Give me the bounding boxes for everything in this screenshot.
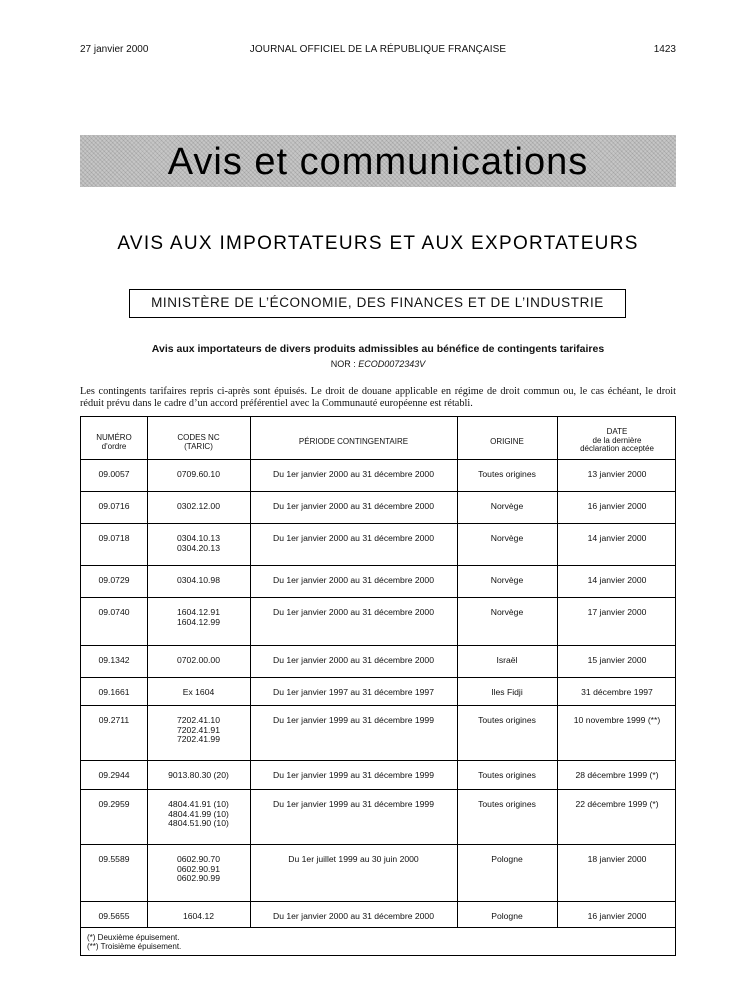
- row-rule: [81, 927, 675, 928]
- cell-origine: Toutes origines: [478, 469, 536, 479]
- cell-date: 10 novembre 1999 (**): [573, 715, 661, 725]
- cell-date: 14 janvier 2000: [587, 575, 647, 585]
- cell-numero: 09.1342: [98, 655, 130, 665]
- nc-code: 4804.51.90 (10): [168, 818, 229, 828]
- nor-code: ECOD0072343V: [358, 359, 426, 369]
- row-rule: [81, 523, 675, 524]
- nc-code: Ex 1604: [182, 687, 215, 697]
- footnote: (*) Deuxième épuisement.: [87, 933, 180, 942]
- cell-date: 31 décembre 1997: [581, 687, 653, 697]
- cell-codes: [147, 800, 250, 829]
- row-rule: [81, 645, 675, 646]
- nc-code: 7202.41.91: [176, 724, 220, 735]
- cell-numero: 09.5589: [98, 854, 130, 864]
- journal-title: JOURNAL OFFICIEL DE LA RÉPUBLIQUE FRANÇAISE: [249, 44, 507, 55]
- cell-codes: [147, 576, 250, 586]
- cell-date: 22 décembre 1999 (*): [575, 799, 659, 809]
- cell-codes: [147, 656, 250, 666]
- cell-periode: Du 1er janvier 1997 au 31 décembre 1997: [272, 687, 434, 697]
- nc-code: 4804.41.91 (10): [168, 799, 229, 809]
- cell-origine: Norvège: [490, 575, 524, 585]
- section-banner: [80, 135, 676, 187]
- column-rule: [250, 417, 251, 927]
- row-rule: [81, 459, 675, 460]
- cell-codes: [147, 855, 250, 884]
- cell-codes: [147, 608, 250, 627]
- nc-code: 0304.10.98: [176, 575, 220, 585]
- nc-code: 7202.41.10: [176, 715, 220, 725]
- banner-title: Avis et communications: [167, 141, 589, 183]
- nc-code: 9013.80.30 (20): [168, 770, 229, 780]
- cell-periode: Du 1er janvier 2000 au 31 décembre 2000: [272, 575, 434, 585]
- cell-codes: [147, 771, 250, 781]
- row-rule: [81, 760, 675, 761]
- page-number: 1423: [653, 44, 676, 55]
- ministry-box: MINISTÈRE DE L’ÉCONOMIE, DES FINANCES ET DE L’INDUSTRIE: [129, 289, 626, 318]
- quota-table: [80, 416, 676, 956]
- row-rule: [81, 844, 675, 845]
- header-periode: PÉRIODE CONTINGENTAIRE: [298, 437, 409, 446]
- header-numero-line1: NUMÉRO: [96, 433, 132, 442]
- row-rule: [81, 901, 675, 902]
- cell-numero: 09.0057: [98, 469, 130, 479]
- column-rule: [557, 417, 558, 927]
- cell-periode: Du 1er janvier 2000 au 31 décembre 2000: [272, 655, 434, 665]
- nc-code: 1604.12.99: [176, 616, 220, 627]
- cell-codes: [147, 716, 250, 745]
- cell-codes: [147, 688, 250, 698]
- cell-date: 17 janvier 2000: [587, 607, 647, 617]
- row-rule: [81, 705, 675, 706]
- header-date: [557, 428, 677, 454]
- cell-origine: Pologne: [491, 854, 523, 864]
- cell-date: 18 janvier 2000: [587, 854, 647, 864]
- column-rule: [147, 417, 148, 927]
- nc-code: 1604.12: [182, 911, 215, 921]
- column-rule: [457, 417, 458, 927]
- running-header: [80, 44, 676, 58]
- nc-code: 1604.12.91: [176, 607, 220, 617]
- cell-origine: Toutes origines: [478, 770, 536, 780]
- cell-origine: Pologne: [491, 911, 523, 921]
- cell-periode: Du 1er juillet 1999 au 30 juin 2000: [288, 854, 419, 864]
- cell-origine: Norvège: [490, 607, 524, 617]
- cell-origine: Iles Fidji: [491, 687, 523, 697]
- cell-date: 14 janvier 2000: [587, 533, 647, 543]
- header-codes: [147, 434, 250, 451]
- cell-date: 16 janvier 2000: [587, 911, 647, 921]
- cell-periode: Du 1er janvier 2000 au 31 décembre 2000: [272, 607, 434, 617]
- nc-code: 0602.90.70: [176, 854, 220, 864]
- notice-title: Avis aux importateurs de divers produits admissibles au bénéfice de contingents tarifaires: [151, 343, 605, 355]
- intro-paragraph: Les contingents tarifaires repris ci-après sont épuisés. Le droit de douane applicable en régime de droit commun ou, le cas échéant, le droit réduit prévu dans le cadre d’un accord préférentiel avec la Communauté européenne est rétabli.: [80, 386, 676, 409]
- nc-code: 4804.41.99 (10): [168, 808, 229, 819]
- header-date-line2: de la dernière: [592, 435, 642, 445]
- cell-numero: 09.5655: [98, 911, 130, 921]
- cell-numero: 09.0729: [98, 575, 130, 585]
- nc-code: 0709.60.10: [176, 469, 220, 479]
- cell-codes: [147, 470, 250, 480]
- cell-date: 15 janvier 2000: [587, 655, 647, 665]
- header-date-line3: déclaration acceptée: [580, 444, 654, 453]
- row-rule: [81, 789, 675, 790]
- header-date-line1: DATE: [606, 427, 628, 436]
- cell-date: 13 janvier 2000: [587, 469, 647, 479]
- cell-origine: Norvège: [490, 501, 524, 511]
- cell-periode: Du 1er janvier 1999 au 31 décembre 1999: [272, 770, 434, 780]
- row-rule: [81, 491, 675, 492]
- row-rule: [81, 597, 675, 598]
- nc-code: 0304.10.13: [176, 533, 220, 543]
- cell-origine: Toutes origines: [478, 799, 536, 809]
- header-numero-line2: d'ordre: [101, 441, 127, 451]
- cell-codes: [147, 534, 250, 553]
- cell-numero: 09.2944: [98, 770, 130, 780]
- cell-numero: 09.0740: [98, 607, 130, 617]
- cell-numero: 09.2959: [98, 799, 130, 809]
- cell-codes: [147, 502, 250, 512]
- cell-origine: Toutes origines: [478, 715, 536, 725]
- nc-code: 0602.90.99: [176, 873, 220, 883]
- cell-periode: Du 1er janvier 2000 au 31 décembre 2000: [272, 533, 434, 543]
- nc-code: 0702.00.00: [176, 655, 220, 665]
- issue-date: 27 janvier 2000: [80, 44, 149, 55]
- cell-codes: [147, 912, 250, 922]
- nc-code: 7202.41.99: [176, 734, 220, 744]
- nc-code: 0302.12.00: [176, 501, 220, 511]
- nc-code: 0304.20.13: [176, 542, 220, 553]
- header-codes-line2: (TARIC): [184, 441, 213, 451]
- cell-numero: 09.1661: [98, 687, 130, 697]
- cell-origine: Norvège: [490, 533, 524, 543]
- row-rule: [81, 565, 675, 566]
- cell-periode: Du 1er janvier 1999 au 31 décembre 1999: [272, 799, 434, 809]
- cell-numero: 09.0718: [98, 533, 130, 543]
- nor-line: [80, 359, 676, 369]
- header-numero: [81, 434, 147, 451]
- nor-label: NOR :: [330, 359, 359, 369]
- cell-periode: Du 1er janvier 1999 au 31 décembre 1999: [272, 715, 434, 725]
- cell-periode: Du 1er janvier 2000 au 31 décembre 2000: [272, 501, 434, 511]
- cell-date: 16 janvier 2000: [587, 501, 647, 511]
- header-codes-line1: CODES NC: [177, 433, 220, 442]
- row-rule: [81, 677, 675, 678]
- cell-periode: Du 1er janvier 2000 au 31 décembre 2000: [272, 469, 434, 479]
- cell-origine: Israël: [496, 655, 518, 665]
- footnote: (**) Troisième épuisement.: [87, 942, 182, 951]
- header-origine: ORIGINE: [490, 437, 524, 446]
- section-heading: AVIS AUX IMPORTATEURS ET AUX EXPORTATEURS: [117, 233, 639, 254]
- cell-numero: 09.0716: [98, 501, 130, 511]
- cell-numero: 09.2711: [98, 715, 130, 725]
- nc-code: 0602.90.91: [176, 863, 220, 874]
- cell-periode: Du 1er janvier 2000 au 31 décembre 2000: [272, 911, 434, 921]
- cell-date: 28 décembre 1999 (*): [575, 770, 659, 780]
